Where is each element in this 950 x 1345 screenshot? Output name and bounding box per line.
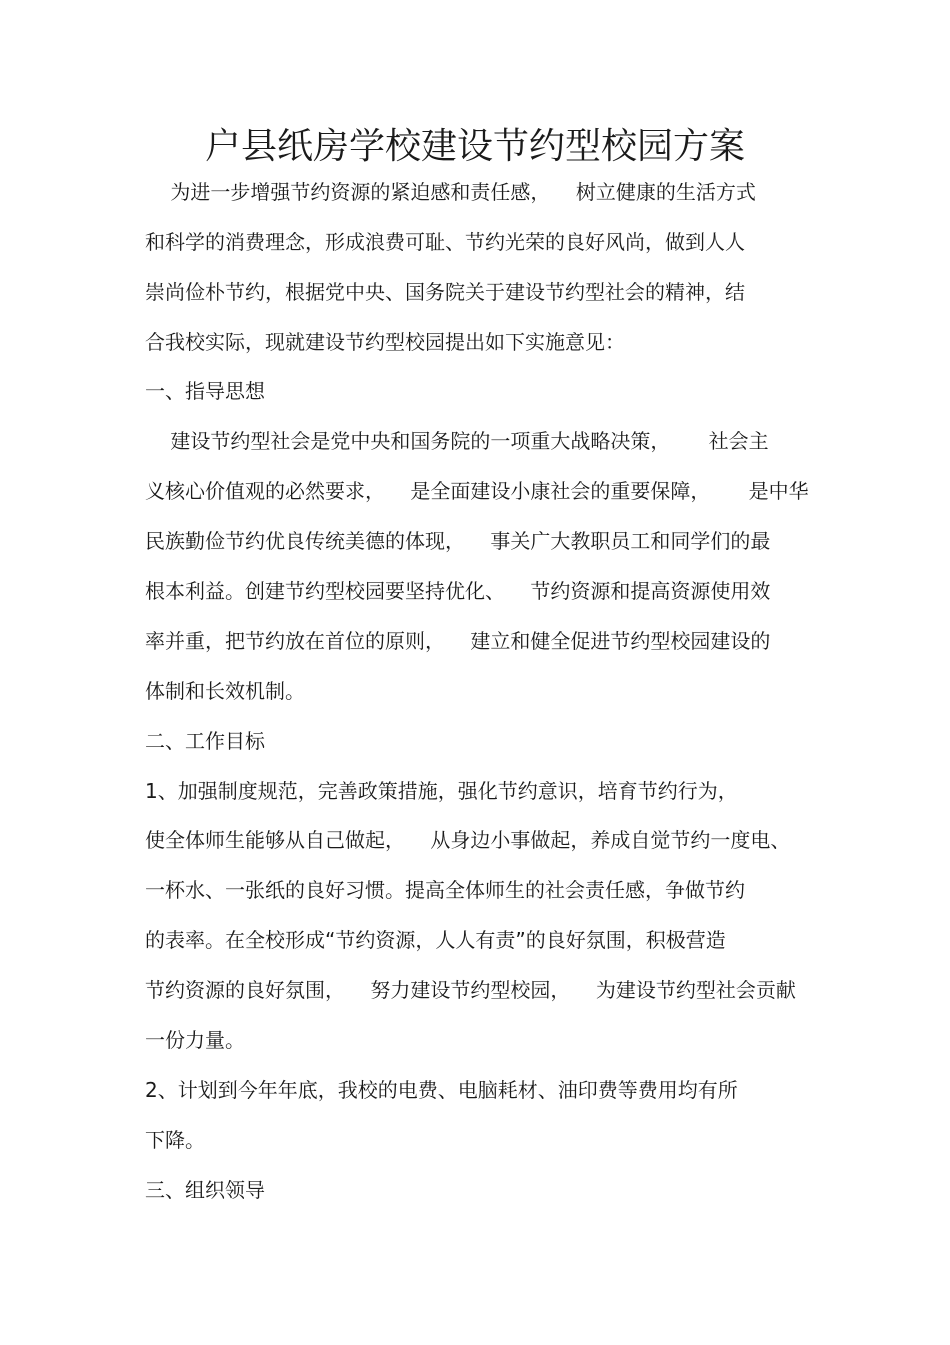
paragraph-line-13: 1、加强制度规范，完善政策措施，强化节约意识，培育节约行为， xyxy=(145,779,738,803)
section-heading-guiding-ideology: 一、指导思想 xyxy=(145,379,265,403)
paragraph-line-19: 2、计划到今年年底，我校的电费、电脑耗材、油印费等费用均有所 xyxy=(145,1078,738,1102)
document-title: 户县纸房学校建设节约型校园方案 xyxy=(204,126,745,167)
paragraph-line-11: 体制和长效机制。 xyxy=(145,679,305,703)
paragraph-line-2: 和科学的消费理念，形成浪费可耻、节约光荣的良好风尚，做到人人 xyxy=(145,230,745,254)
paragraph-line-15: 一杯水、一张纸的良好习惯。提高全体师生的社会责任感，争做节约 xyxy=(145,878,745,902)
paragraph-line-6: 建设节约型社会是党中央和国务院的一项重大战略决策， 社会主 xyxy=(145,429,769,453)
paragraph-line-4: 合我校实际，现就建设节约型校园提出如下实施意见： xyxy=(145,330,625,354)
paragraph-line-17: 节约资源的良好氛围， 努力建设节约型校园， 为建设节约型社会贡献 xyxy=(145,978,796,1002)
section-heading-organization: 三、组织领导 xyxy=(145,1178,265,1202)
paragraph-line-3: 崇尚俭朴节约，根据党中央、国务院关于建设节约型社会的精神，结 xyxy=(145,280,745,304)
paragraph-line-9: 根本利益。创建节约型校园要坚持优化、 节约资源和提高资源使用效 xyxy=(145,579,771,603)
paragraph-line-18: 一份力量。 xyxy=(145,1028,245,1052)
paragraph-line-20: 下降。 xyxy=(145,1128,205,1152)
paragraph-line-8: 民族勤俭节约优良传统美德的体现， 事关广大教职员工和同学们的最 xyxy=(145,529,771,553)
section-heading-work-goals: 二、工作目标 xyxy=(145,729,265,753)
paragraph-line-14: 使全体师生能够从自己做起， 从身边小事做起，养成自觉节约一度电、 xyxy=(145,828,791,852)
paragraph-line-7: 义核心价值观的必然要求， 是全面建设小康社会的重要保障， 是中华 xyxy=(145,479,809,503)
paragraph-line-1: 为进一步增强节约资源的紧迫感和责任感， 树立健康的生活方式 xyxy=(145,180,756,204)
paragraph-line-10: 率并重，把节约放在首位的原则， 建立和健全促进节约型校园建设的 xyxy=(145,629,771,653)
paragraph-line-16: 的表率。在全校形成“节约资源，人人有责”的良好氛围，积极营造 xyxy=(145,928,726,952)
